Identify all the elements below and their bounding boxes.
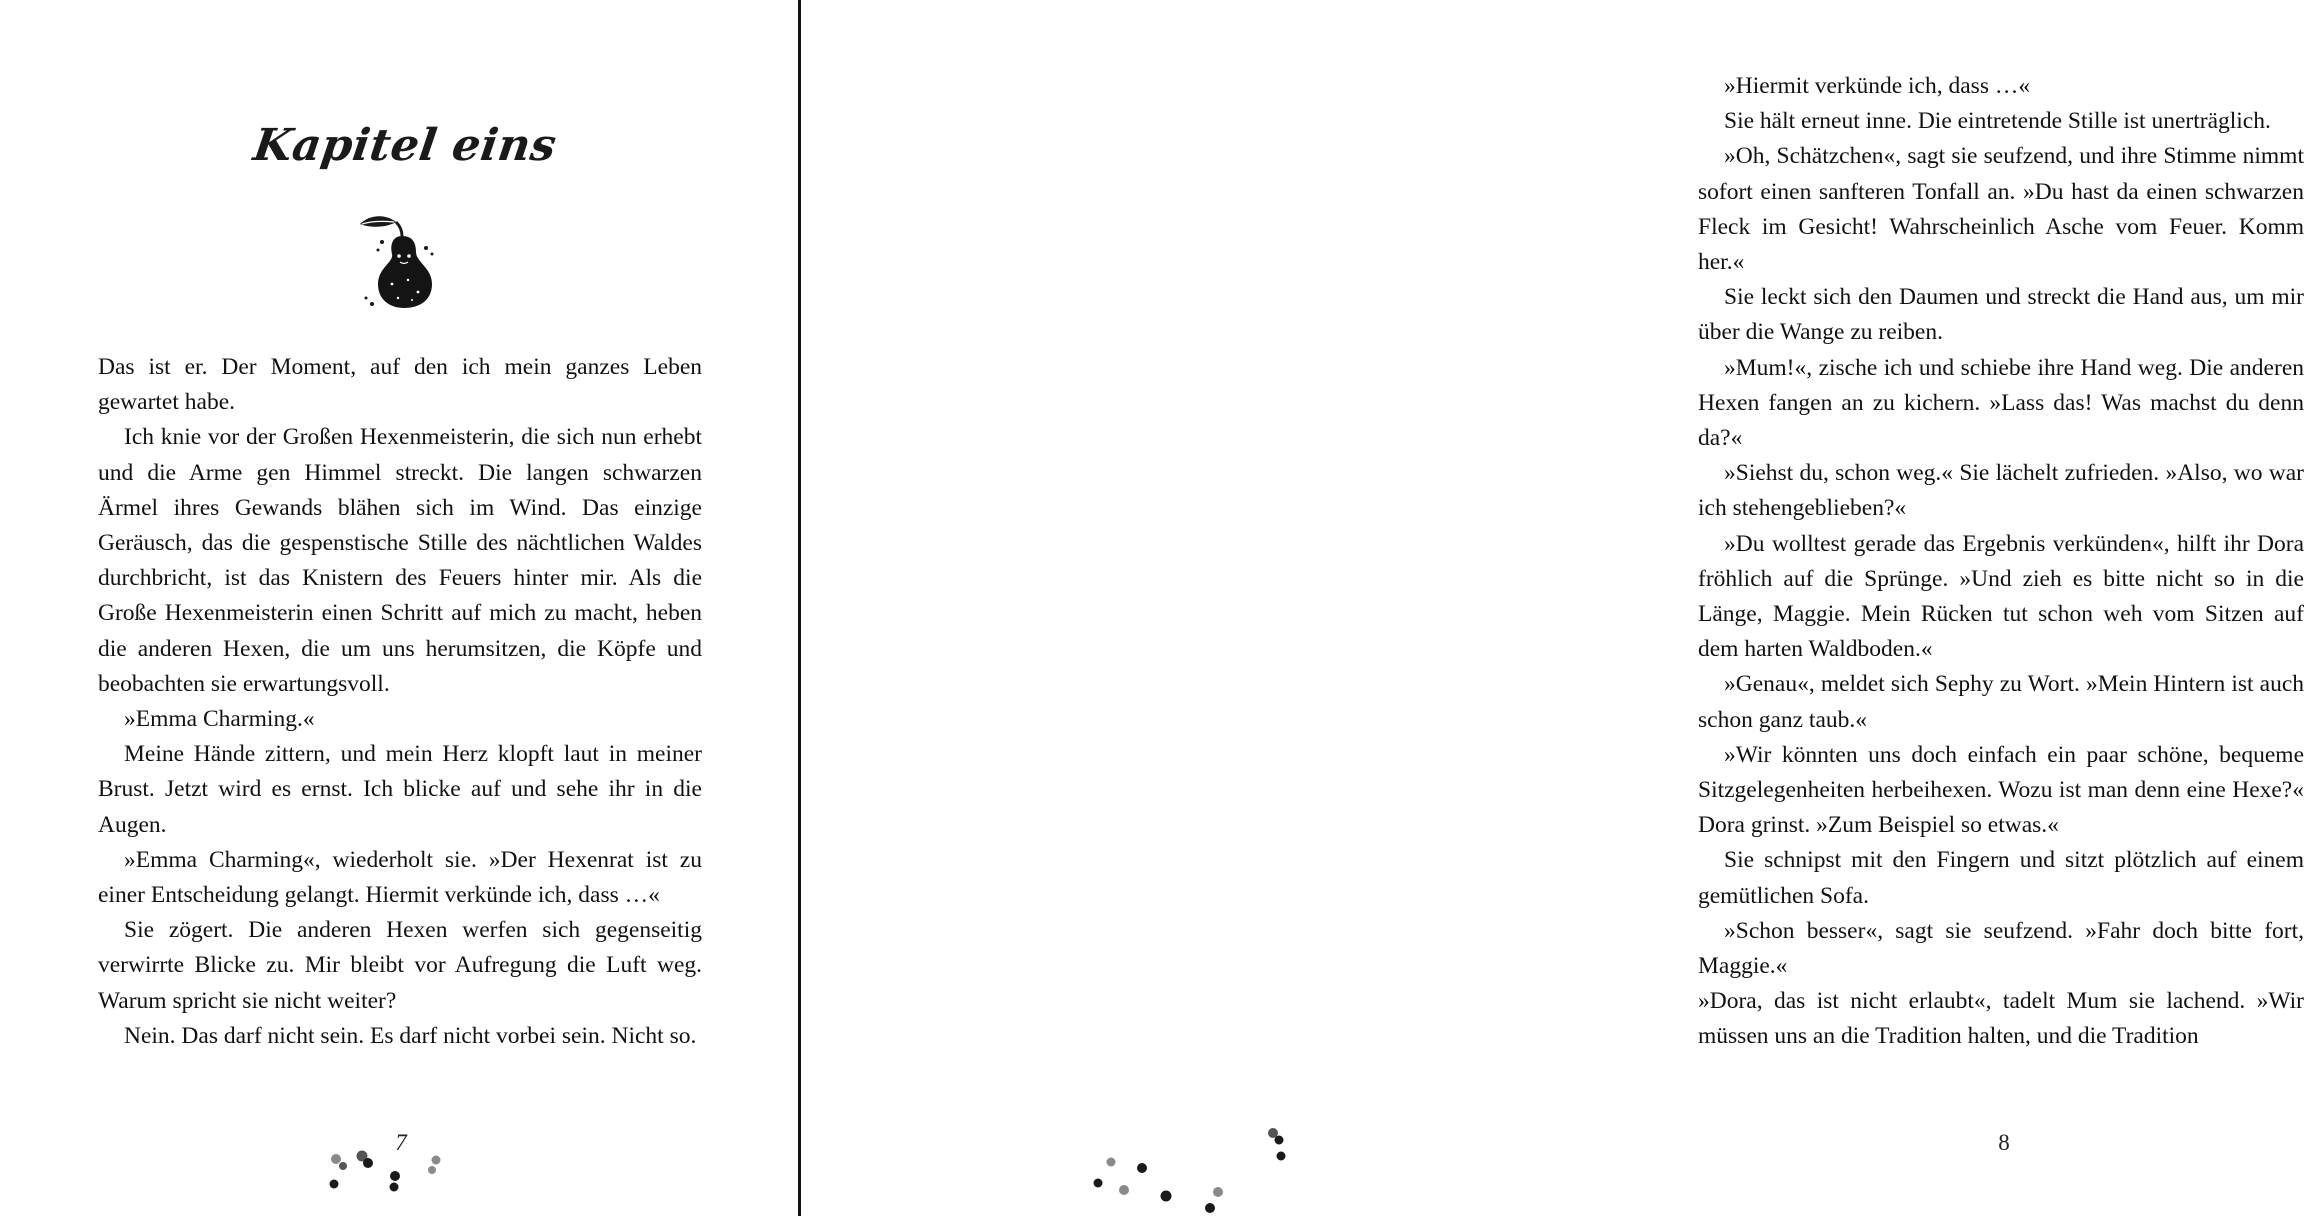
paragraph: »Wir könnten uns doch einfach ein paar schöne, bequeme Sitzgelegenheiten herbeihexen. Wozu ist man denn eine Hexe?« Dora grinst. »Zum Beispiel so etwas.« bbox=[1698, 741, 2304, 839]
page-number: 7 bbox=[395, 1130, 407, 1155]
right-body-text bbox=[1698, 69, 2304, 1055]
paragraph: »Emma Charming«, wiederholt sie. »Der Hexenrat ist zu einer Entscheidung gelangt. Hiermit verkünde ich, dass …« bbox=[98, 846, 702, 909]
paragraph: »Emma Charming.« bbox=[124, 706, 315, 733]
page-number: 8 bbox=[1998, 1130, 2010, 1155]
paragraph: Sie leckt sich den Daumen und streckt die Hand aus, um mir über die Wange zu reiben. bbox=[1698, 284, 2304, 346]
paragraph: Sie zögert. Die anderen Hexen werfen sich gegenseitig verwirrte Blicke zu. Mir bleibt vor Aufregung die Luft weg. Warum spricht sie nicht weiter? bbox=[98, 917, 702, 1014]
paragraph: Sie hält erneut inne. Die eintretende Stille ist unerträglich. bbox=[1724, 108, 2271, 135]
paragraph: »Schon besser«, sagt sie seufzend. »Fahr doch bitte fort, Maggie.« bbox=[1698, 917, 2304, 980]
paragraph: »Genau«, meldet sich Sephy zu Wort. »Mein Hintern ist auch schon ganz taub.« bbox=[1698, 671, 2304, 733]
paragraph: »Du wolltest gerade das Ergebnis verkünden«, hilft ihr Dora fröhlich auf die Sprünge. »Und zieh es bitte nicht so in die Länge, Maggie. Mein Rücken tut schon weh vom Sitzen auf dem harten Waldboden.« bbox=[1698, 530, 2304, 663]
left-page bbox=[0, 0, 798, 1216]
paragraph: »Hiermit verkünde ich, dass …« bbox=[1724, 73, 2031, 99]
left-body-text bbox=[98, 350, 702, 1054]
paragraph: Ich knie vor der Großen Hexenmeisterin, die sich nun erhebt und die Arme gen Himmel streckt. Die langen schwarzen Ärmel ihres Gewands blähen sich im Wind. Das einzige Geräusch, das die gespenstische Stille des nächtlichen Waldes durchbricht, ist das Knistern des Feuers hinter mir. Als die Große Hexenmeisterin einen Schritt auf mich zu macht, heben die anderen Hexen, die um uns herumsitzen, die Köpfe und beobachten sie erwartungsvoll. bbox=[98, 424, 702, 697]
pear-icon bbox=[352, 212, 452, 312]
paragraph: »Dora, das ist nicht erlaubt«, tadelt Mum sie lachend. »Wir müssen uns an die Tradition halten, und die Tradition bbox=[1698, 988, 2304, 1050]
paragraph: Das ist er. Der Moment, auf den ich mein ganzes Leben gewartet habe. bbox=[98, 354, 702, 416]
paragraph: »Siehst du, schon weg.« Sie lächelt zufrieden. »Also, wo war ich stehengeblieben?« bbox=[1698, 460, 2304, 522]
chapter-title: Kapitel eins bbox=[250, 120, 560, 171]
paragraph: »Mum!«, zische ich und schiebe ihre Hand weg. Die anderen Hexen fangen an zu kichern. »Lass das! Was machst du denn da?« bbox=[1698, 354, 2304, 452]
paragraph: »Oh, Schätzchen«, sagt sie seufzend, und ihre Stimme nimmt sofort einen sanfteren Tonfall an. »Du hast da einen schwarzen Fleck im Gesicht! Wahrscheinlich Asche vom Feuer. Komm her.« bbox=[1698, 143, 2304, 276]
paragraph: Sie schnipst mit den Fingern und sitzt plötzlich auf einem gemütlichen Sofa. bbox=[1698, 847, 2304, 909]
paragraph: Nein. Das darf nicht sein. Es darf nicht vorbei sein. Nicht so. bbox=[124, 1022, 697, 1049]
right-page bbox=[801, 0, 2304, 1216]
paragraph: Meine Hände zittern, und mein Herz klopft laut in meiner Brust. Jetzt wird es ernst. Ich blicke auf und sehe ihr in die Augen. bbox=[98, 741, 702, 838]
